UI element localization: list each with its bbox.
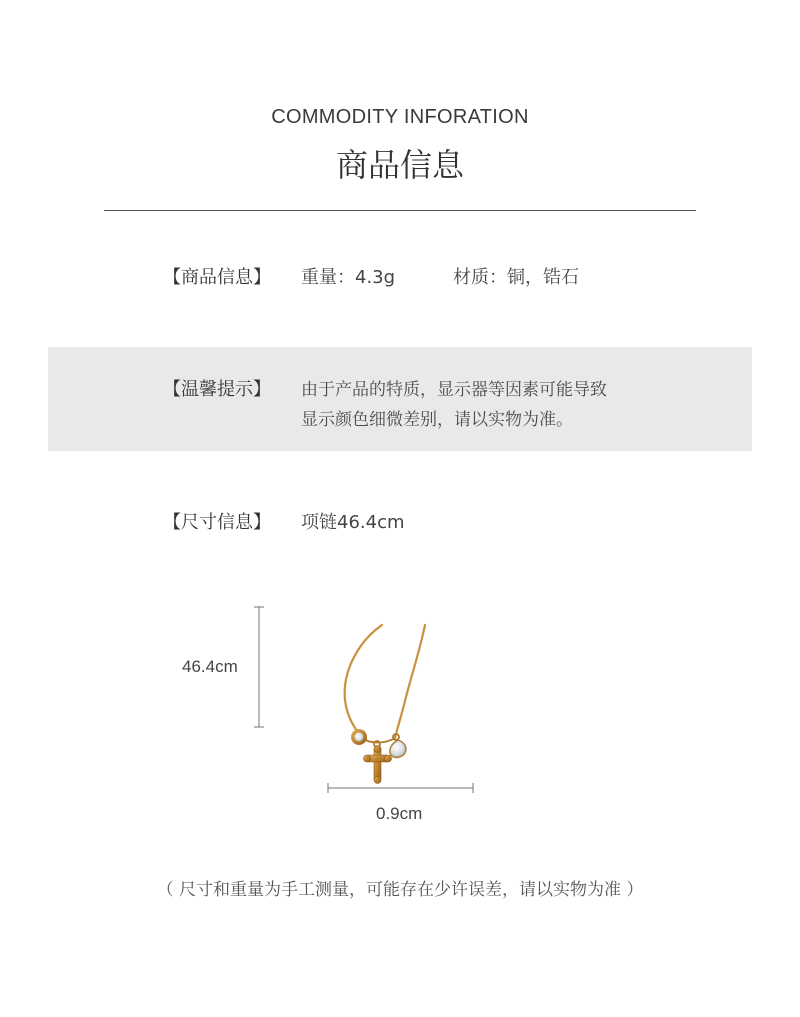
measurement-footnote: （ 尺寸和重量为手工测量，可能存在少许误差，请以实物为准 ）	[156, 880, 644, 900]
notice-line-2: 显示颜色细微差别，请以实物为准。	[301, 410, 573, 430]
round-crystal-bead	[351, 729, 367, 745]
notice-text	[301, 375, 607, 435]
product-info-label: 【商品信息】	[163, 267, 271, 288]
notice-label: 【温馨提示】	[163, 379, 271, 400]
size-info-label: 【尺寸信息】	[163, 512, 271, 533]
page-title-english: COMMODITY INFORATION	[271, 106, 529, 128]
notice-line-1: 由于产品的特质，显示器等因素可能导致	[301, 380, 607, 400]
size-value: 项链46.4cm	[301, 512, 405, 533]
page-title: 商品信息	[335, 146, 464, 184]
width-dimension-line	[328, 783, 473, 793]
necklace-chain	[345, 625, 425, 743]
cross-pendant	[364, 741, 392, 784]
height-dimension-line	[254, 607, 264, 727]
header-divider	[104, 210, 696, 211]
height-label: 46.4cm	[182, 657, 238, 676]
weight-value: 重量：4.3g	[301, 267, 396, 288]
material-value: 材质：铜，锆石	[453, 267, 579, 288]
width-label: 0.9cm	[376, 804, 423, 823]
crystal-drop-pendant	[390, 734, 406, 757]
